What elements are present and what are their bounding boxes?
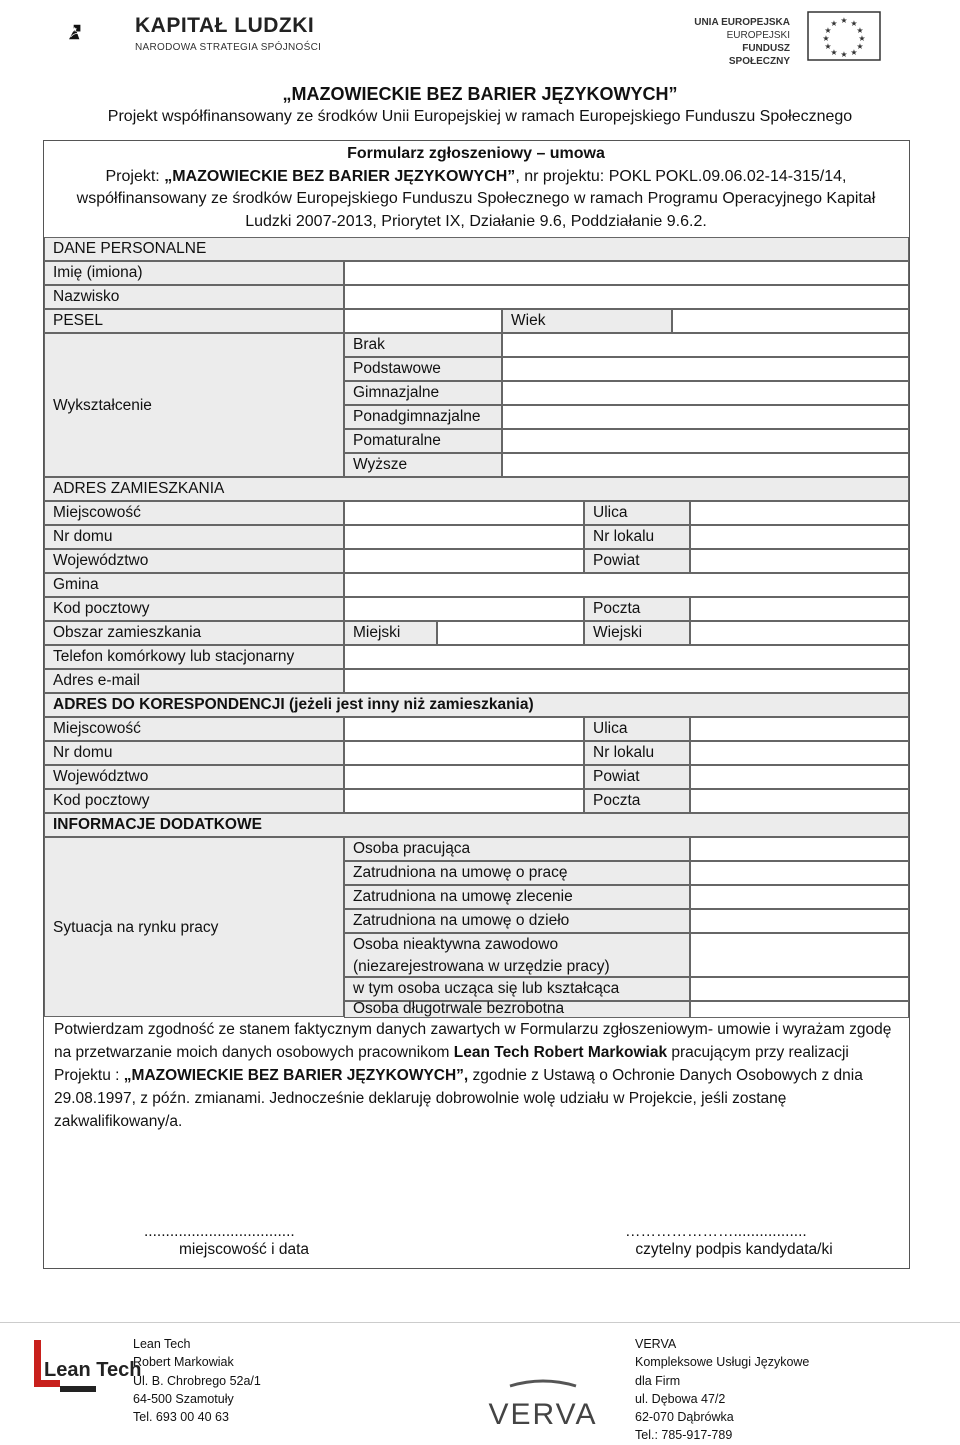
- form-intro: [44, 141, 908, 233]
- svg-text:★: ★: [822, 34, 830, 43]
- footer-line: Tel. 693 00 40 63: [133, 1410, 229, 1425]
- corr-house-no-field[interactable]: [344, 741, 584, 765]
- footer-line: 64-500 Szamotuły: [133, 1391, 234, 1406]
- lean-tech-logo: [30, 1336, 142, 1412]
- document-subtitle: Projekt współfinansowany ze środków Unii Europejskiej w ramach Europejskiego Funduszu Społecznego: [107, 108, 853, 125]
- footer-line: VERVA: [635, 1337, 677, 1351]
- label-pesel: PESEL: [44, 309, 344, 333]
- svg-text:★: ★: [824, 26, 832, 35]
- label-age: Wiek: [502, 309, 672, 333]
- label-area: Obszar zamieszkania: [44, 621, 344, 645]
- label-voivodeship: Województwo: [44, 549, 344, 573]
- corr-county-field[interactable]: [690, 765, 909, 789]
- label-first-name: Imię (imiona): [44, 261, 344, 285]
- project-line: [44, 166, 908, 189]
- urban-checkbox[interactable]: [437, 621, 584, 645]
- option-education: Wyższe: [344, 453, 502, 477]
- project-name: „MAZOWIECKIE BEZ BARIER JĘZYKOWYCH”: [164, 167, 516, 185]
- label-house-no: Nr domu: [44, 525, 344, 549]
- section-correspondence: ADRES DO KORESPONDENCJI (jeżeli jest inny niż zamieszkania): [44, 693, 909, 717]
- label-corr-postal-code: Kod pocztowy: [44, 789, 344, 813]
- svg-text:★: ★: [856, 26, 864, 35]
- signature-label: czytelny podpis kandydata/ki: [635, 1241, 833, 1258]
- corr-city-field[interactable]: [344, 717, 584, 741]
- label-email: Adres e-mail: [44, 669, 344, 693]
- label-corr-flat-no: Nr lokalu: [584, 741, 690, 765]
- education-checkbox[interactable]: [502, 333, 909, 357]
- svg-text:★: ★: [824, 42, 832, 51]
- labor-checkbox[interactable]: [690, 861, 909, 885]
- post-field[interactable]: [690, 597, 909, 621]
- ue-logo-text: [684, 16, 790, 68]
- document-title: „MAZOWIECKIE BEZ BARIER JĘZYKOWYCH”: [282, 84, 678, 104]
- svg-text:★: ★: [850, 48, 858, 57]
- option-labor-market: w tym osoba ucząca się lub kształcąca: [344, 977, 690, 1001]
- option-line: Osoba nieaktywna zawodowo: [353, 936, 559, 953]
- label-corr-city: Miejscowość: [44, 717, 344, 741]
- commune-field[interactable]: [344, 573, 909, 597]
- education-checkbox[interactable]: [502, 381, 909, 405]
- house-no-field[interactable]: [344, 525, 584, 549]
- label-corr-voivodeship: Województwo: [44, 765, 344, 789]
- declaration-part: pracującym przy realizacji Projektu :: [54, 1044, 849, 1084]
- footer-line: Ul. B. Chrobrego 52a/1: [133, 1373, 261, 1388]
- rural-checkbox[interactable]: [690, 621, 909, 645]
- kapital-ludzki-logo: [68, 2, 130, 62]
- declaration-company: Lean Tech Robert Markowiak: [453, 1044, 668, 1061]
- pesel-field[interactable]: [344, 309, 502, 333]
- labor-checkbox[interactable]: [690, 933, 909, 977]
- corr-street-field[interactable]: [690, 717, 909, 741]
- option-education: Gimnazjalne: [344, 381, 502, 405]
- education-checkbox[interactable]: [502, 405, 909, 429]
- option-labor-market: Zatrudniona na umowę o dzieło: [344, 909, 690, 933]
- svg-text:★: ★: [840, 50, 848, 59]
- option-line: (niezarejestrowana w urzędzie pracy): [353, 958, 610, 975]
- postal-code-field[interactable]: [344, 597, 584, 621]
- cofinance-line: współfinansowany ze środków Europejskiego Funduszu Społecznego w ramach Programu Operacyjnego Kapitał: [76, 190, 876, 207]
- label-phone: Telefon komórkowy lub stacjonarny: [44, 645, 344, 669]
- project-suffix: , nr projektu: POKL POKL.09.06.02-14-315/14,: [515, 167, 847, 185]
- label-flat-no: Nr lokalu: [584, 525, 690, 549]
- education-checkbox[interactable]: [502, 453, 909, 477]
- section-personal-data: DANE PERSONALNE: [44, 237, 909, 261]
- label-street: Ulica: [584, 501, 690, 525]
- street-field[interactable]: [690, 501, 909, 525]
- footer-line: Lean Tech: [133, 1337, 191, 1351]
- verva-logo-text: VERVA: [488, 1398, 598, 1431]
- option-education: Pomaturalne: [344, 429, 502, 453]
- declaration-text: [54, 1018, 899, 1133]
- label-corr-post: Poczta: [584, 789, 690, 813]
- footer-line: 62-070 Dąbrówka: [635, 1410, 734, 1425]
- project-prefix: Projekt:: [105, 167, 165, 185]
- corr-flat-no-field[interactable]: [690, 741, 909, 765]
- cofinance-line: Ludzki 2007-2013, Priorytet IX, Działanie 9.6, Poddziałanie 9.6.2.: [245, 212, 707, 230]
- option-labor-market: Osoba długotrwale bezrobotna: [344, 1001, 690, 1018]
- verva-logo: [470, 1380, 616, 1438]
- label-labor-market: Sytuacja na rynku pracy: [44, 837, 344, 1017]
- option-education: Ponadgimnazjalne: [344, 405, 502, 429]
- label-rural: Wiejski: [584, 621, 690, 645]
- footer-right-address: [635, 1335, 809, 1445]
- footer-line: Tel.: 785-917-789: [635, 1428, 733, 1443]
- label-last-name: Nazwisko: [44, 285, 344, 309]
- footer-line: Kompleksowe Usługi Językowe: [635, 1355, 810, 1370]
- signature-left: [144, 1223, 344, 1259]
- date-place-line[interactable]: ...................................: [144, 1223, 295, 1240]
- city-field[interactable]: [344, 501, 584, 525]
- option-labor-market: Zatrudniona na umowę o pracę: [344, 861, 690, 885]
- corr-postal-code-field[interactable]: [344, 789, 584, 813]
- corr-voivodeship-field[interactable]: [344, 765, 584, 789]
- labor-checkbox[interactable]: [690, 885, 909, 909]
- labor-checkbox[interactable]: [690, 909, 909, 933]
- ue-line: EUROPEJSKI: [726, 30, 790, 41]
- county-field[interactable]: [690, 549, 909, 573]
- label-education: Wykształcenie: [44, 333, 344, 477]
- voivodeship-field[interactable]: [344, 549, 584, 573]
- form-heading: Formularz zgłoszeniowy – umowa: [347, 145, 605, 162]
- svg-text:★: ★: [830, 19, 838, 28]
- footer-line: dla Firm: [635, 1373, 681, 1388]
- footer-left-address: [133, 1335, 261, 1426]
- label-commune: Gmina: [44, 573, 344, 597]
- date-place-label: miejscowość i data: [178, 1241, 310, 1258]
- ue-line: UNIA EUROPEJSKA: [694, 17, 790, 28]
- label-corr-house-no: Nr domu: [44, 741, 344, 765]
- section-additional: INFORMACJE DODATKOWE: [44, 813, 909, 837]
- svg-text:★: ★: [858, 34, 866, 43]
- footer-line: Robert Markowiak: [133, 1355, 234, 1370]
- declaration-project: „MAZOWIECKIE BEZ BARIER JĘZYKOWYCH”,: [123, 1067, 469, 1084]
- label-postal-code: Kod pocztowy: [44, 597, 344, 621]
- flat-no-field[interactable]: [690, 525, 909, 549]
- kl-logo-subtitle: NARODOWA STRATEGIA SPÓJNOŚCI: [135, 42, 322, 53]
- declaration-part: Potwierdzam zgodność ze stanem faktycznym danych zawartych w Formularzu zgłoszeniowym- umowie i wyrażam zgodę na przetwarzanie moich danych osobowych pracownikom: [54, 1021, 892, 1061]
- label-urban: Miejski: [344, 621, 437, 645]
- svg-text:★: ★: [850, 19, 858, 28]
- option-labor-market: [344, 933, 690, 977]
- registration-form: [43, 140, 910, 1269]
- svg-text:★: ★: [840, 16, 848, 25]
- svg-text:★: ★: [856, 42, 864, 51]
- education-checkbox[interactable]: [502, 429, 909, 453]
- option-labor-market: Zatrudniona na umowę zlecenie: [344, 885, 690, 909]
- email-field[interactable]: [344, 669, 909, 693]
- declaration-part: zgodnie z Ustawą o Ochronie Danych Osobowych z dnia 29.08.1997, z późn. zmianami. Jednocześnie deklaruję dobrowolnie wolę udziału w Projekcie, jeśli zostanę zakwalifikowany/a.: [54, 1067, 863, 1130]
- corr-post-field[interactable]: [690, 789, 909, 813]
- education-checkbox[interactable]: [502, 357, 909, 381]
- option-education: Brak: [344, 333, 502, 357]
- option-labor-market: Osoba pracująca: [344, 837, 690, 861]
- first-name-field[interactable]: [344, 261, 909, 285]
- labor-checkbox[interactable]: [690, 837, 909, 861]
- labor-checkbox[interactable]: [690, 1001, 909, 1018]
- labor-checkbox[interactable]: [690, 977, 909, 1001]
- lean-tech-logo-text: Lean Tech: [44, 1359, 142, 1381]
- label-county: Powiat: [584, 549, 690, 573]
- label-post: Poczta: [584, 597, 690, 621]
- label-corr-street: Ulica: [584, 717, 690, 741]
- label-corr-county: Powiat: [584, 765, 690, 789]
- svg-text:★: ★: [830, 48, 838, 57]
- signature-right: [619, 1223, 849, 1259]
- signature-line[interactable]: ………………….................: [625, 1223, 807, 1240]
- kl-logo-title: KAPITAŁ LUDZKI: [135, 14, 315, 37]
- eu-flag-icon: [808, 12, 880, 60]
- label-city: Miejscowość: [44, 501, 344, 525]
- footer-line: ul. Dębowa 47/2: [635, 1391, 726, 1406]
- ue-line: FUNDUSZ SPOŁECZNY: [728, 43, 790, 67]
- phone-field[interactable]: [344, 645, 909, 669]
- option-education: Podstawowe: [344, 357, 502, 381]
- section-address: ADRES ZAMIESZKANIA: [44, 477, 909, 501]
- age-field[interactable]: [672, 309, 909, 333]
- footer-divider: [0, 1322, 960, 1323]
- last-name-field[interactable]: [344, 285, 909, 309]
